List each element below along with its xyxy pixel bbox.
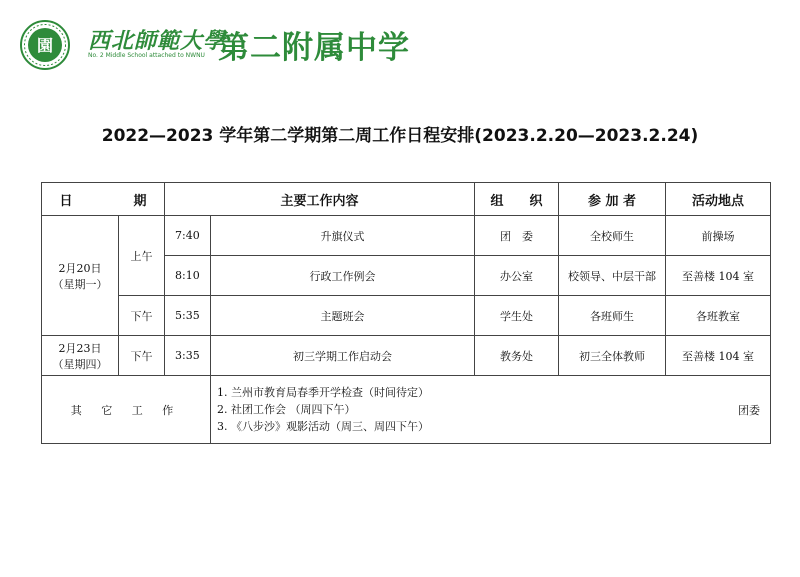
- time-cell: 5:35: [165, 296, 211, 336]
- university-english-name: No. 2 Middle School attached to NWNU: [88, 52, 205, 59]
- school-logo: [20, 20, 70, 70]
- other-work-cell: [211, 376, 771, 444]
- org-cell: 团 委: [475, 216, 559, 256]
- header-day: 日: [59, 193, 73, 209]
- list-item: 3. 《八步沙》观影活动（周三、周四下午）: [217, 420, 429, 433]
- org-cell: 教务处: [475, 336, 559, 376]
- table-header-row: [42, 183, 771, 216]
- time-cell: 7:40: [165, 216, 211, 256]
- table-row: [42, 336, 771, 376]
- participants-cell: 校领导、中层干部: [559, 256, 666, 296]
- date-cell: [42, 336, 119, 376]
- header-content: 主要工作内容: [165, 183, 475, 216]
- content-cell: 行政工作例会: [211, 256, 475, 296]
- period-cell: 上午: [119, 216, 165, 296]
- university-calligraphy-name: 西北師範大學: [88, 28, 227, 54]
- other-work-row: [42, 376, 771, 444]
- weekday: （星期四）: [52, 357, 108, 371]
- content-cell: 升旗仪式: [211, 216, 475, 256]
- date: 2月20日: [58, 261, 102, 275]
- school-name: 第二附属中学: [218, 30, 410, 66]
- location-cell: 至善楼 104 室: [666, 256, 771, 296]
- participants-cell: 全校师生: [559, 216, 666, 256]
- document-title: 2022—2023 学年第二学期第二周工作日程安排(2023.2.20—2023.2.24): [101, 126, 699, 146]
- period-cell: 下午: [119, 296, 165, 336]
- weekday: （星期一）: [52, 277, 108, 291]
- participants-cell: 各班师生: [559, 296, 666, 336]
- header-org: 组 织: [475, 183, 559, 216]
- location-cell: 各班教室: [666, 296, 771, 336]
- location-cell: 至善楼 104 室: [666, 336, 771, 376]
- header-period: 期: [133, 193, 147, 209]
- other-work-list: [211, 384, 429, 435]
- participants-cell: 初三全体教师: [559, 336, 666, 376]
- list-item: 2. 社团工作会 （周四下午）: [217, 403, 356, 416]
- other-work-label: 其 它 工 作: [42, 376, 211, 444]
- org-cell: 学生处: [475, 296, 559, 336]
- header-location: 活动地点: [666, 183, 771, 216]
- schedule-table: [41, 182, 771, 444]
- time-cell: 8:10: [165, 256, 211, 296]
- header-participants: 参 加 者: [559, 183, 666, 216]
- org-cell: 办公室: [475, 256, 559, 296]
- period-cell: 下午: [119, 336, 165, 376]
- list-item: 1. 兰州市教育局春季开学检查（时间待定）: [217, 386, 429, 399]
- time-cell: 3:35: [165, 336, 211, 376]
- content-cell: 初三学期工作启动会: [211, 336, 475, 376]
- location-cell: 前操场: [666, 216, 771, 256]
- other-work-owner: 团委: [738, 403, 761, 417]
- content-cell: 主题班会: [211, 296, 475, 336]
- logo-emblem-char: 園: [36, 36, 54, 55]
- date-cell: [42, 216, 119, 336]
- header-date-cell: [42, 183, 165, 216]
- table-row: [42, 296, 771, 336]
- date: 2月23日: [58, 341, 102, 355]
- table-row: [42, 216, 771, 256]
